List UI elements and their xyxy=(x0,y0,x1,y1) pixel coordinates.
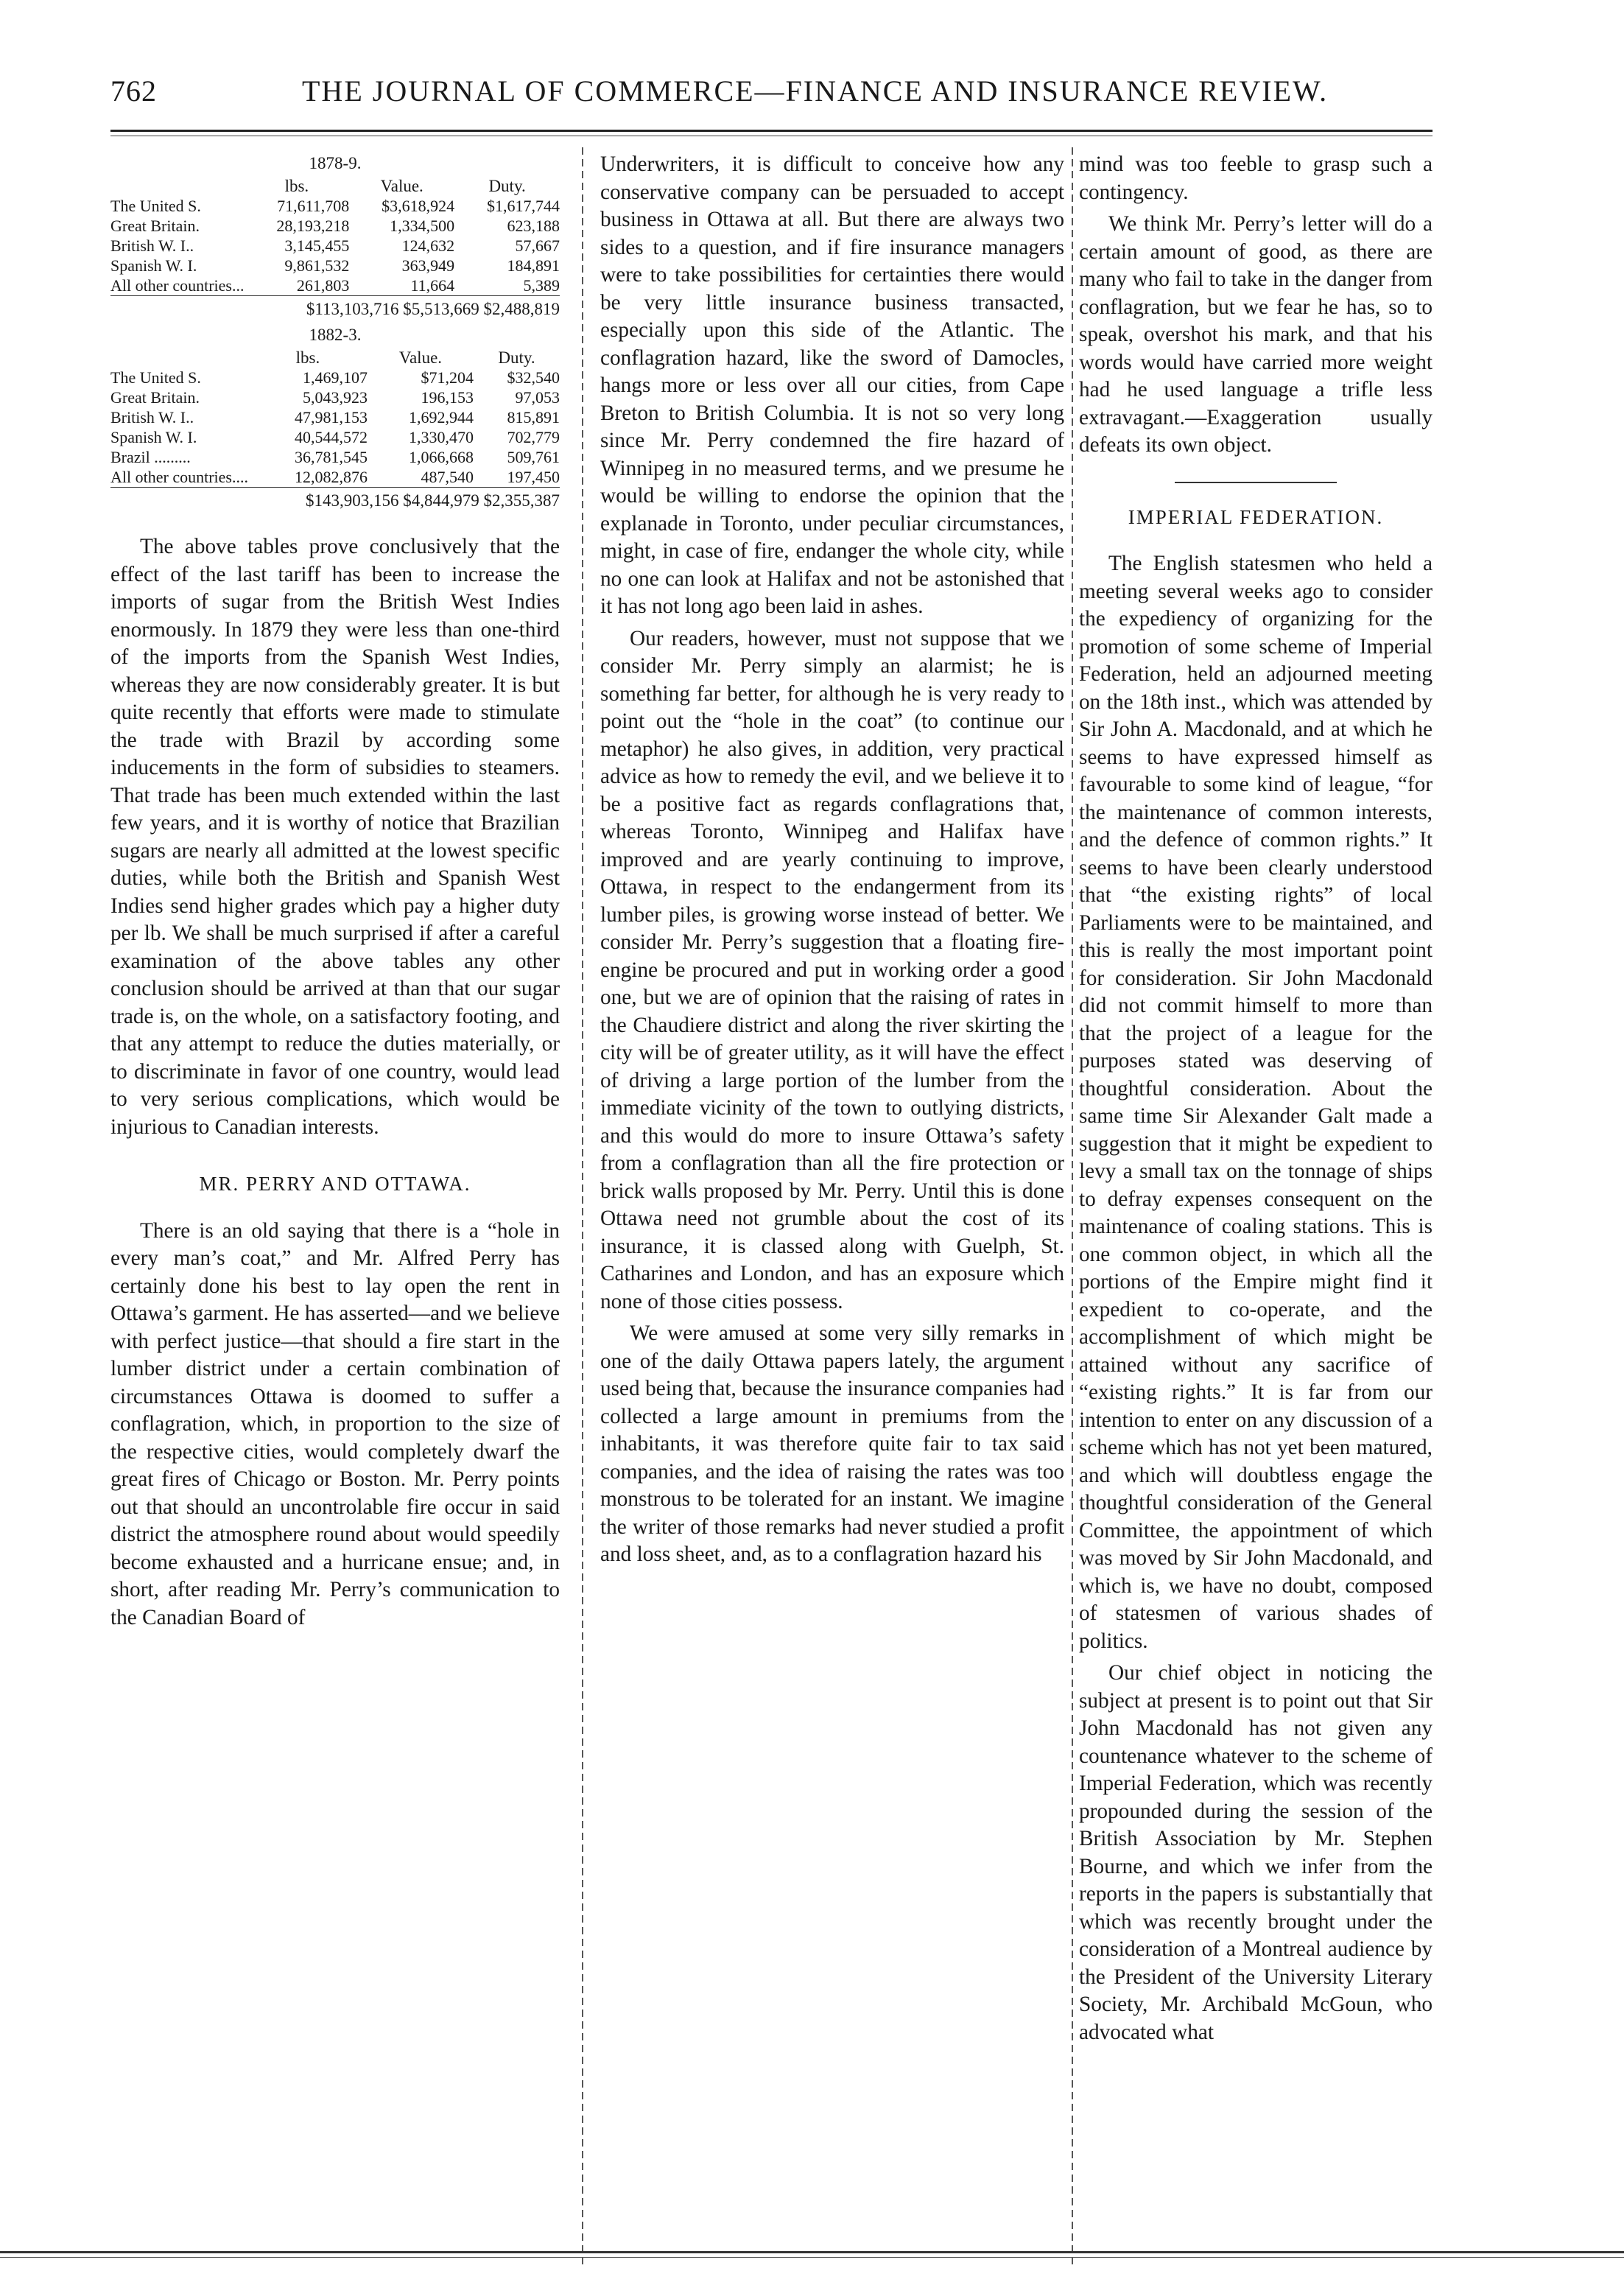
row-value: 487,540 xyxy=(421,468,474,486)
table-row xyxy=(110,368,560,387)
table-row xyxy=(110,427,560,447)
sugar-imports-table-1883 xyxy=(110,348,560,487)
col-head-lbs: lbs. xyxy=(284,177,309,195)
row-country: The United S. xyxy=(110,197,201,215)
sugar-imports-table-1879 xyxy=(110,176,560,295)
column-divider xyxy=(582,147,583,2269)
row-country: The United S. xyxy=(110,368,201,387)
header-rule xyxy=(110,130,1433,132)
row-value: 1,330,470 xyxy=(408,428,474,446)
row-duty: 815,891 xyxy=(507,408,560,427)
paragraph-perry-1: There is an old saying that there is a “hole in every man’s coat,” and Mr. Alfred Perry has certainly done his best to lay open the rent in Ottawa’s garment. He has asserted—and we believe with perfect justice—that should a fire start in the lumber district under a certain combination of circumstances Ottawa is doomed to suffer a conflagration, which, in proportion to the size of the respective cities, would completely dwarf the great fires of Chicago or Boston. Mr. Perry points out that should an uncontrolable fire occur in said district the atmosphere round about would speedily become exhausted and a hurricane ensue; and, in short, after reading Mr. Perry’s communication to the Canadian Board of xyxy=(110,1218,560,1629)
table-row xyxy=(110,467,560,487)
row-lbs: 12,082,876 xyxy=(294,468,368,486)
row-value: 11,664 xyxy=(410,276,455,295)
section-title-imperial: IMPERIAL FEDERATION. xyxy=(1128,505,1384,528)
paragraph-sugar: The above tables prove conclusively that the effect of the last tariff has been to increase the imports of sugar from the British West Indies enormously. In 1879 they were less than one-third of the imports from the Spanish West Indies, whereas they are now considerably greater. It is but quite recently that efforts were made to stimulate the trade with Brazil by according some inducements in the form of subsidies to steamers. That trade has been much extended within the last few years, and it is worthy of notice that Brazilian sugars are nearly all admitted at the lowest specific duties, while both the British and Spanish West Indies send higher grades which pay a higher duty per lb. We shall be much surprised if after a careful examination of the above tables any other conclusion should be arrived at than that our sugar trade is, on the whole, on a satisfactory footing, and that any attempt to reduce the duties materially, or to discriminate in favor of one country, would lead to very serious complications, which would be injurious to Canadian interests. xyxy=(110,535,560,1139)
row-country: Great Britain. xyxy=(110,217,200,235)
row-lbs: 3,145,455 xyxy=(284,236,350,255)
column-1 xyxy=(110,151,560,1632)
row-duty: 509,761 xyxy=(507,448,560,466)
row-value: 363,949 xyxy=(401,256,455,275)
paragraph-imperial-2: Our chief object in noticing the subject at present is to point out that Sir John Macdonald has not given any countenance whatever to the scheme of Imperial Federation, which was recently propounded during the session of the British Association by Mr. Stephen Bourne, and which we infer from the reports in the papers is substantially that which was recently brought under the consideration of a Montreal audience by the President of the University Literary Society, Mr. Archibald McGoun, who advocated what xyxy=(1079,1661,1433,2044)
row-lbs: 71,611,708 xyxy=(277,197,350,215)
row-lbs: 1,469,107 xyxy=(302,368,368,387)
row-duty: $1,617,744 xyxy=(487,197,560,215)
row-duty: 702,779 xyxy=(507,428,560,446)
paragraph-perry-3: We were amused at some very silly remarks in one of the daily Ottawa papers lately, the argument used being that, because the insurance companies had collected a large amount in premiums from the inhabitants, it was therefore quite fair to tax said companies, and the idea of raising the rates was too monstrous to be tolerated for an instant. We imagine the writer of those remarks had never studied a profit and loss sheet, and, as to a conflagration hazard his xyxy=(600,1321,1064,1566)
row-lbs: 40,544,572 xyxy=(294,428,368,446)
row-lbs: 47,981,153 xyxy=(294,408,368,427)
footer-rule xyxy=(0,2251,1624,2253)
table-row xyxy=(110,196,560,216)
page-number: 762 xyxy=(110,74,157,108)
col-head-lbs: lbs. xyxy=(295,348,320,367)
row-duty: 97,053 xyxy=(515,388,560,407)
row-lbs: 261,803 xyxy=(296,276,350,295)
column-2 xyxy=(600,151,1064,1569)
paragraph-perry-2: Our readers, however, must not suppose that we consider Mr. Perry simply an alarmist; he is something far better, for although he is very ready to point out the “hole in the coat” (to continue our metaphor) he also gives, in addition, very practical advice as how to remedy the evil, and we believe it to be a positive fact as regards conflagrations that, whereas Toronto, Winnipeg and Halifax have improved and are yearly continuing to improve, Ottawa, in respect to the endangerment from its lumber piles, is growing worse instead of better. We consider Mr. Perry’s suggestion that a floating fire-engine be procured and put in working order a good one, but we are of opinion that the raising of rates in the Chaudiere district and along the river skirting the city will be of greater utility, as it will have the effect of driving a large portion of the lumber from the immediate vicinity of the town to outlying districts, and this would do more to insure Ottawa’s safety from a conflagration than all the fire protection or brick walls proposed by Mr. Perry. Until this is done Ottawa need not grumble about the cost of its insurance, it is classed along with Guelph, St. Catharines and London, and has an exposure which none of those cities possess. xyxy=(600,626,1064,1313)
row-value: 1,692,944 xyxy=(408,408,474,427)
row-value: 196,153 xyxy=(421,388,474,407)
row-duty: 5,389 xyxy=(523,276,560,295)
table-year-1883: 1882-3. xyxy=(309,326,362,344)
table-year-1879: 1878-9. xyxy=(309,154,362,172)
table-row xyxy=(110,275,560,295)
row-duty: 184,891 xyxy=(507,256,560,275)
table-row xyxy=(110,256,560,275)
paragraph-imperial-1: The English statesmen who held a meeting several weeks ago to consider the expediency of organizing for the promotion of some scheme of Imperial Federation, held an adjourned meeting on the 18th inst., which was attended by Sir John A. Macdonald, and at which he seems to have expressed himself as favourable to some kind of league, “for the maintenance of common interests, and the defence of common rights.” It seems to have been clearly understood that “the existing rights” of local Parliaments were to be maintained, and this is really the most important point for consideration. Sir John Macdonald did not commit himself to more than that the project of a league for the purposes stated was deserving of thoughtful consideration. About the same time Sir Alexander Galt made a suggestion that it might be expedient to levy a small tax on the tonnage of ships to defray expenses consequent on the maintenance of coaling stations. This is one common object, in which all the portions of the Empire might find it expedient to co-operate, and the accomplishment of which might be attained without any sacrifice of “existing rights.” It is far from our intention to enter on any discussion of a scheme which has not yet been matured, and which will doubtless engage the thoughtful consideration of the General Committee, the appointment of which was moved by Sir John Macdonald, and which is, we have no doubt, composed of statesmen of various shades of politics. xyxy=(1079,552,1433,1653)
table-row xyxy=(110,447,560,467)
table-row xyxy=(110,236,560,256)
row-country: Spanish W. I. xyxy=(110,256,197,275)
row-value: 1,334,500 xyxy=(390,217,455,235)
row-value: $71,204 xyxy=(421,368,474,387)
page-header xyxy=(110,66,1421,125)
row-country: Brazil ......... xyxy=(110,448,191,466)
row-lbs: 5,043,923 xyxy=(302,388,368,407)
paragraph-perry-1-cont: Underwriters, it is difficult to conceive how any conservative company can be persuaded to accept business in Ottawa at all. But there are always two sides to a question, and if fire insurance managers were to take possibilities for certainties there would be very little insurance business transacted, especially upon this side of the Atlantic. The conflagration hazard, like the sword of Damocles, hangs more or less over all our cities, from Cape Breton to British Columbia. It is not so very long since Mr. Perry condemned the fire hazard of Winnipeg in no measured terms, and we presume he would be willing to endorse the opinion that the explanade in Toronto, under peculiar circumstances, might, in case of fire, endanger the whole city, while no one can look at Halifax and not be astonished that it has not long ago been laid in ashes. xyxy=(600,152,1064,618)
row-lbs: 28,193,218 xyxy=(276,217,350,235)
section-title-perry: MR. PERRY AND OTTAWA. xyxy=(199,1173,471,1195)
table-row xyxy=(110,387,560,407)
col-head-duty: Duty. xyxy=(488,177,526,195)
col-head-value: Value. xyxy=(398,348,443,367)
row-country: Great Britain. xyxy=(110,388,200,407)
table-header-row xyxy=(110,176,560,196)
row-value: $3,618,924 xyxy=(382,197,455,215)
row-country: British W. I.. xyxy=(110,408,194,427)
table-total-1879: $113,103,716 $5,513,669 $2,488,819 xyxy=(110,295,560,323)
row-duty: 197,450 xyxy=(507,468,560,486)
row-value: 124,632 xyxy=(401,236,455,255)
col-head-duty: Duty. xyxy=(498,348,535,367)
col-head-value: Value. xyxy=(380,177,423,195)
table-header-row xyxy=(110,348,560,368)
table-row xyxy=(110,407,560,427)
row-duty: 623,188 xyxy=(507,217,560,235)
table-total-1883: $143,903,156 $4,844,979 $2,355,387 xyxy=(110,487,560,514)
paragraph-perry-4: We think Mr. Perry’s letter will do a certain amount of good, as there are many who fail to take in the danger from conflagration, but we fear he has, so to speak, overshot his mark, and that his words would have carried more weight had he used language a trifle less extravagant.—Exaggeration usually defeats its own object. xyxy=(1079,212,1433,457)
journal-title: THE JOURNAL OF COMMERCE—FINANCE AND INSURANCE REVIEW. xyxy=(302,74,1329,108)
row-duty: $32,540 xyxy=(507,368,560,387)
row-country: Spanish W. I. xyxy=(110,428,197,446)
row-country: All other countries.... xyxy=(110,468,248,486)
row-country: All other countries... xyxy=(110,276,245,295)
row-value: 1,066,668 xyxy=(408,448,474,466)
table-row xyxy=(110,216,560,236)
row-country: British W. I.. xyxy=(110,236,194,255)
section-divider xyxy=(1175,482,1337,483)
paragraph-perry-3-cont: mind was too feeble to grasp such a contingency. xyxy=(1079,152,1433,204)
column-3 xyxy=(1079,151,1433,2046)
row-lbs: 9,861,532 xyxy=(284,256,350,275)
row-duty: 57,667 xyxy=(515,236,560,255)
column-divider xyxy=(1072,147,1073,2269)
footer-rule-thin xyxy=(0,2257,1624,2258)
row-lbs: 36,781,545 xyxy=(294,448,368,466)
